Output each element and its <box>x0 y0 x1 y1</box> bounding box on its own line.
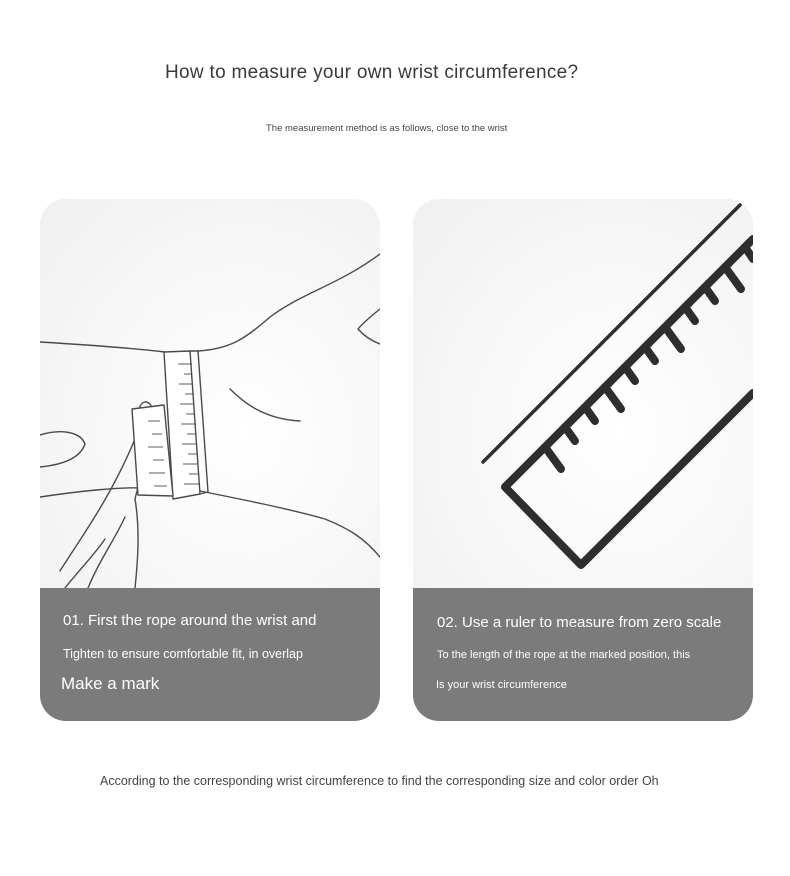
step-card-1 <box>40 199 380 721</box>
step-2-text-end: Is your wrist circumference <box>436 679 567 691</box>
step-1-text: Tighten to ensure comfortable fit, in overlap <box>63 647 303 661</box>
step-2-text: To the length of the rope at the marked position, this <box>437 649 691 661</box>
step-1-caption <box>40 588 380 721</box>
step-2-caption <box>413 588 753 721</box>
page-subtitle: The measurement method is as follows, close to the wrist <box>266 123 508 134</box>
wrist-wrapped-with-measuring-tape-icon <box>40 199 380 588</box>
step-card-2 <box>413 199 753 721</box>
step-2-heading: 02. Use a ruler to measure from zero scale <box>437 614 722 631</box>
page-title: How to measure your own wrist circumference? <box>165 62 579 83</box>
ruler-ticks <box>545 247 753 469</box>
step-1-heading: 01. First the rope around the wrist and <box>63 612 317 629</box>
rope-line <box>483 205 740 462</box>
footer-note: According to the corresponding wrist circumference to find the corresponding size and color order Oh <box>100 774 659 788</box>
step-1-text-end: Make a mark <box>61 674 160 693</box>
ruler-icon <box>413 199 753 588</box>
